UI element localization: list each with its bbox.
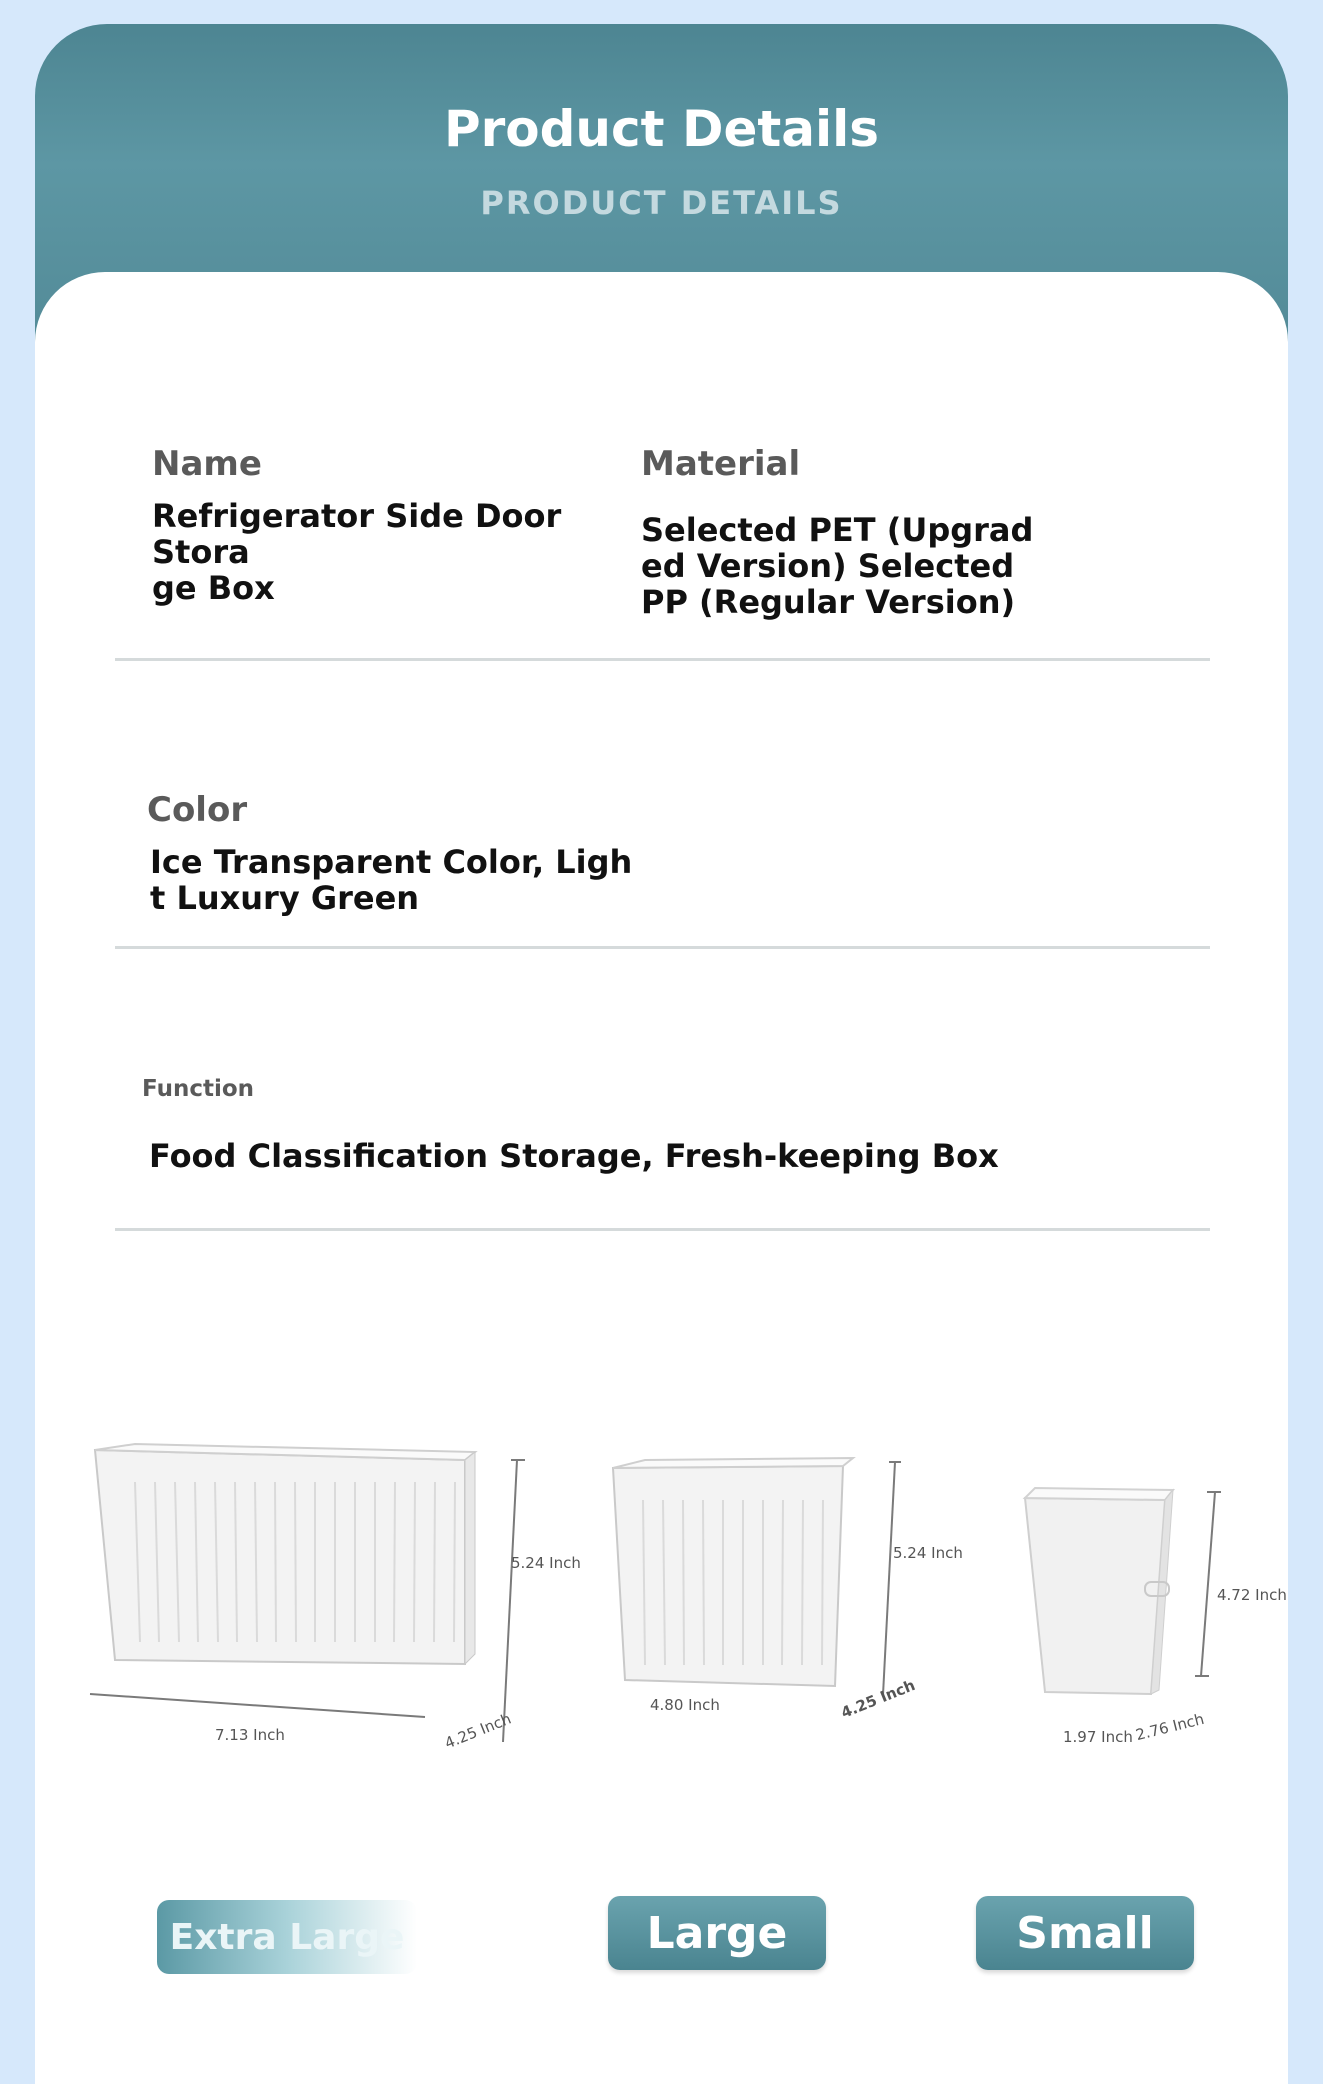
storage-box-image bbox=[75, 1442, 555, 1742]
depth-dimension: 4.25 Inch bbox=[838, 1676, 918, 1722]
function-label: Function bbox=[142, 1076, 255, 1102]
depth-dimension: 4.25 Inch bbox=[442, 1709, 514, 1753]
divider bbox=[115, 658, 1210, 661]
width-dimension: 1.97 Inch bbox=[1063, 1728, 1133, 1746]
product-small bbox=[995, 1480, 1288, 1750]
material-label: Material bbox=[641, 444, 801, 484]
size-extra-large-button[interactable]: Extra Large bbox=[157, 1900, 417, 1974]
function-value: Food Classification Storage, Fresh-keeping Box bbox=[149, 1137, 999, 1175]
storage-box-image bbox=[583, 1440, 913, 1700]
width-dimension: 4.80 Inch bbox=[650, 1696, 720, 1714]
color-label: Color bbox=[147, 790, 248, 830]
spec-panel bbox=[35, 272, 1288, 2084]
size-small-button[interactable]: Small bbox=[976, 1896, 1194, 1970]
color-field bbox=[147, 790, 647, 916]
width-dimension: 7.13 Inch bbox=[215, 1726, 285, 1744]
height-dimension: 5.24 Inch bbox=[893, 1544, 963, 1562]
name-value: Refrigerator Side Door Stora ge Box bbox=[152, 497, 562, 607]
function-field bbox=[142, 1076, 1042, 1174]
color-value: Ice Transparent Color, Ligh t Luxury Green bbox=[150, 843, 633, 917]
material-value: Selected PET (Upgrad ed Version) Selected PP (Regular Version) bbox=[641, 511, 1034, 621]
product-extra-large bbox=[75, 1442, 581, 1753]
divider bbox=[115, 1228, 1210, 1231]
name-label: Name bbox=[152, 444, 262, 484]
product-large bbox=[583, 1440, 963, 1740]
depth-dimension: 2.76 Inch bbox=[1133, 1709, 1206, 1745]
page-subtitle: PRODUCT DETAILS bbox=[480, 184, 843, 222]
size-large-button[interactable]: Large bbox=[608, 1896, 826, 1970]
product-details-card bbox=[35, 24, 1288, 2084]
name-field bbox=[152, 444, 572, 606]
height-dimension: 4.72 Inch bbox=[1217, 1586, 1287, 1604]
page-title: Product Details bbox=[443, 100, 880, 158]
height-dimension: 5.24 Inch bbox=[511, 1554, 581, 1572]
divider bbox=[115, 946, 1210, 949]
material-field bbox=[641, 444, 1061, 620]
